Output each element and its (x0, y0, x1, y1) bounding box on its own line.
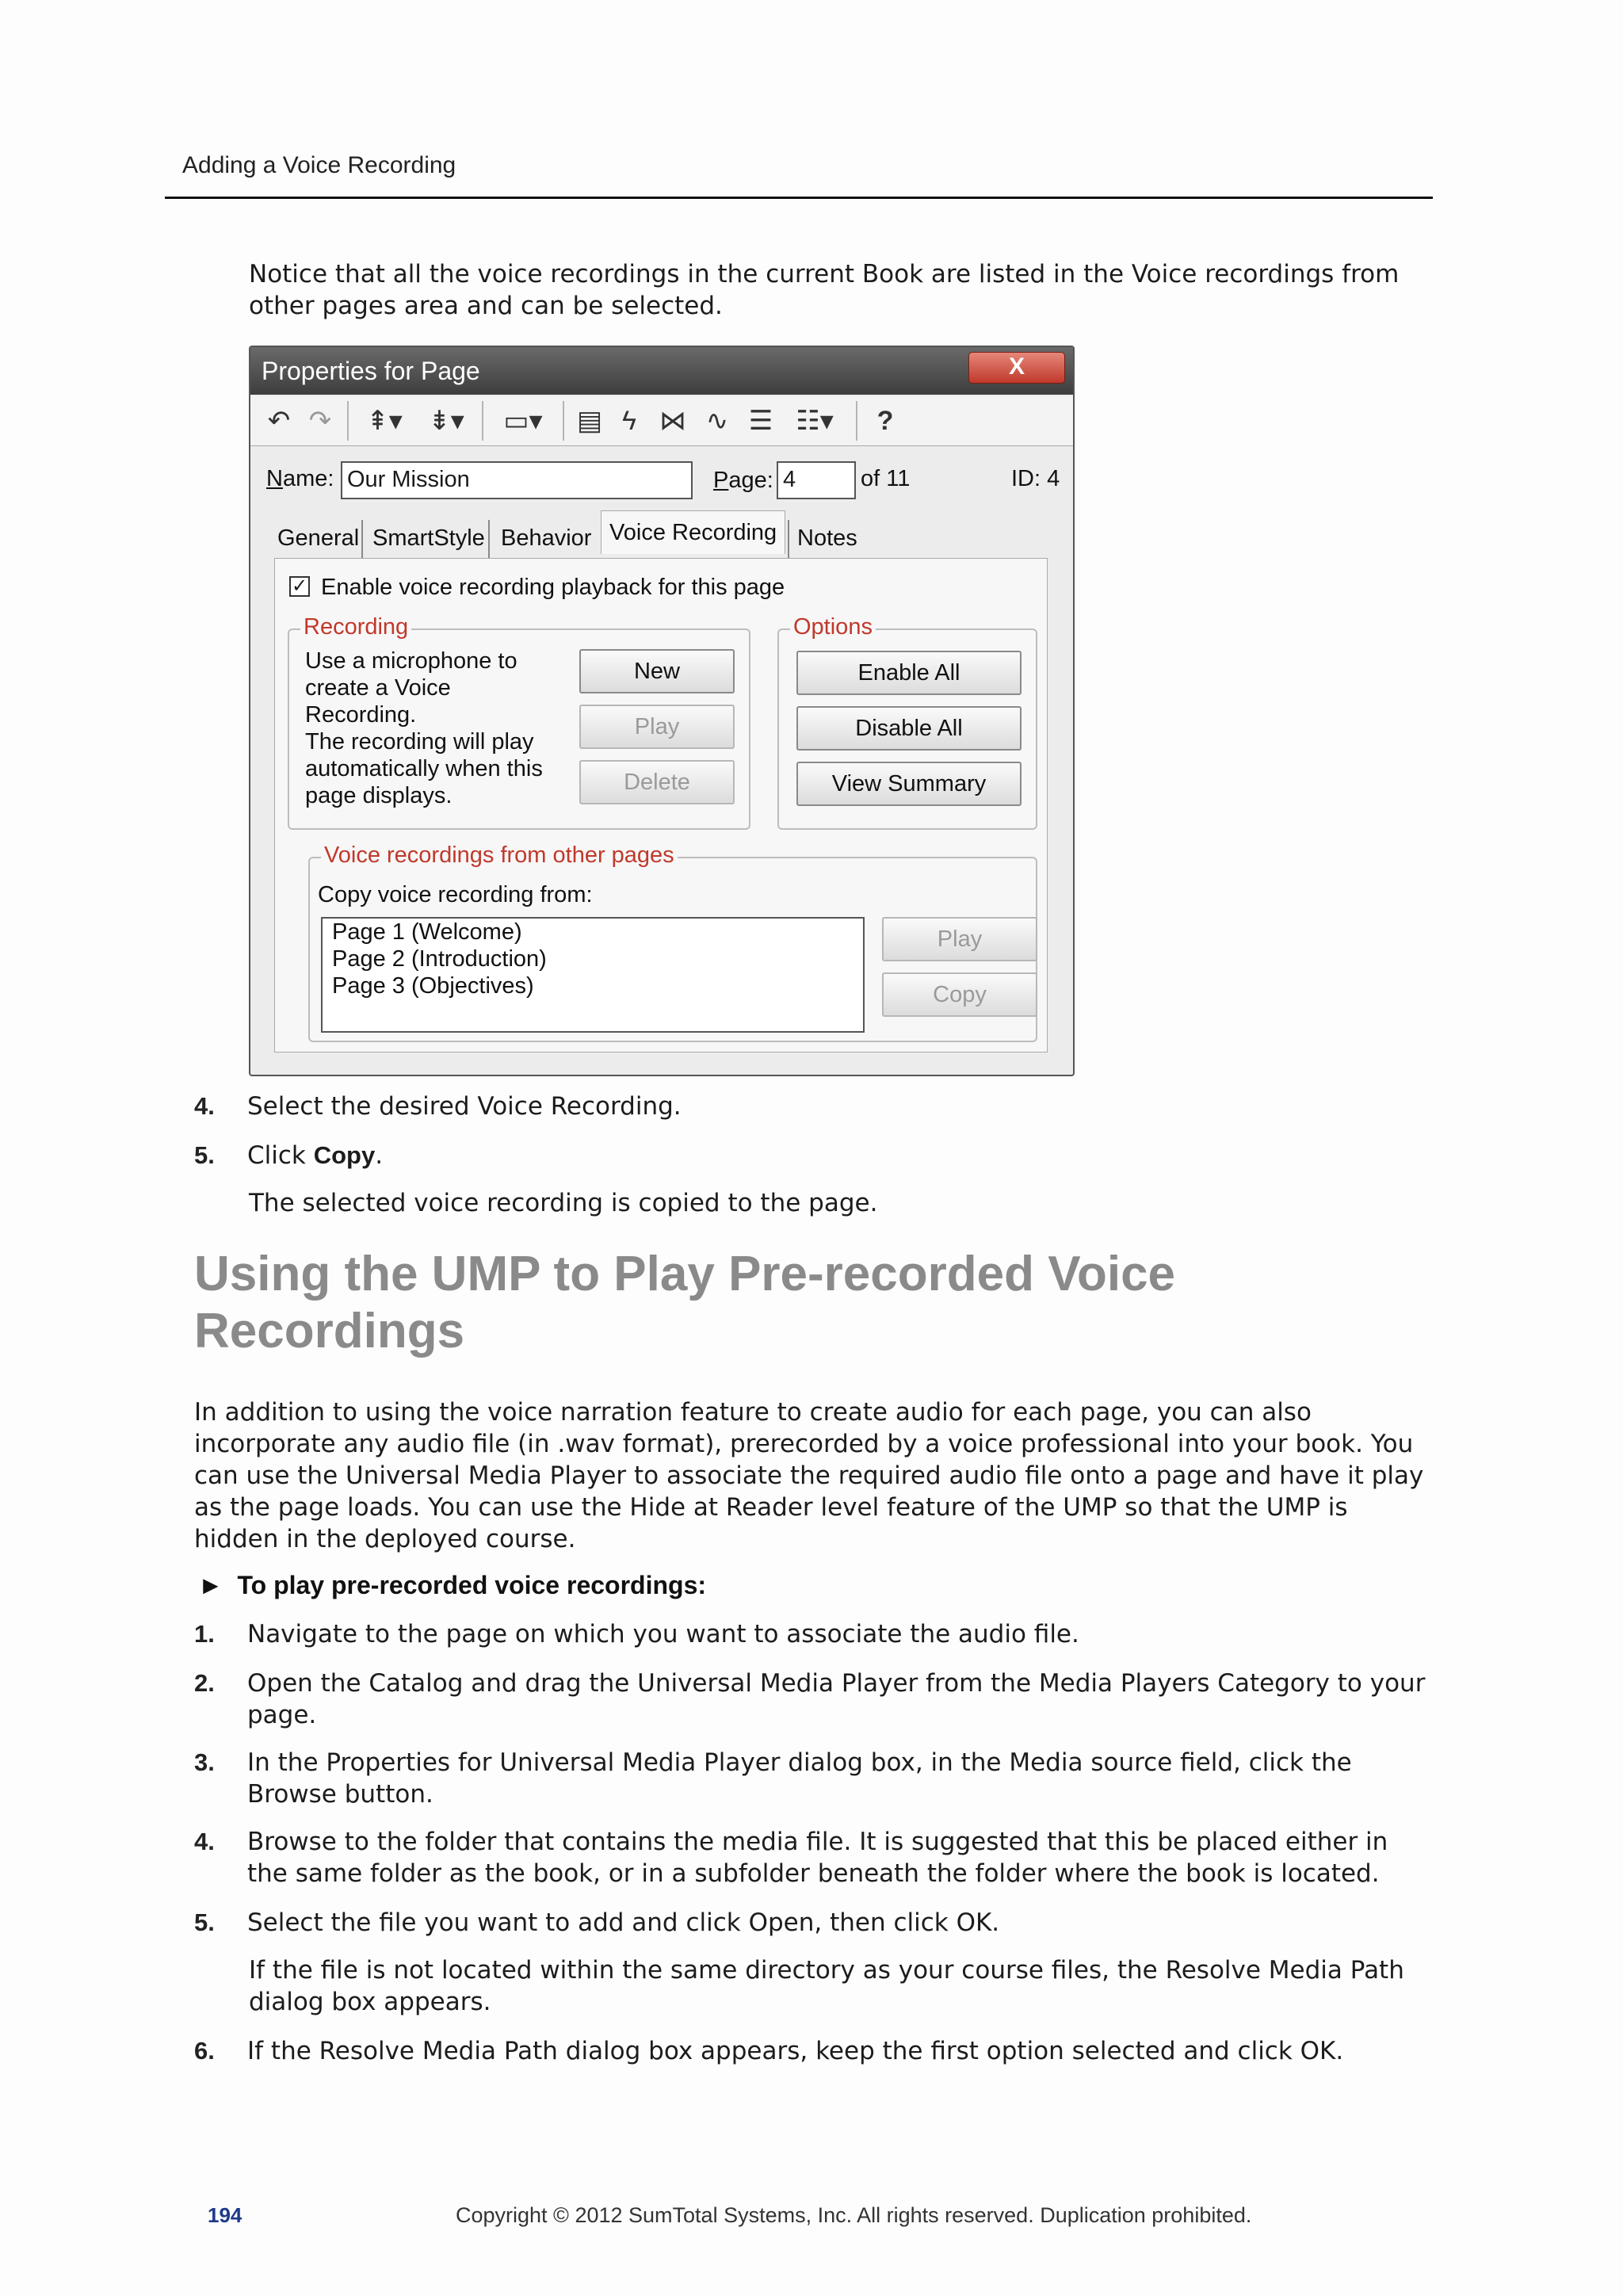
path-icon[interactable]: ∿ (705, 406, 729, 436)
enable-playback-label: Enable voice recording playback for this page (321, 575, 785, 600)
recording-instructions: Use a microphone to create a Voice Recording. (305, 648, 517, 728)
toolbar-separator (347, 401, 349, 441)
page-label: Page: (713, 468, 773, 493)
tab-smartstyle[interactable]: SmartStyle (372, 525, 485, 551)
bring-forward-icon[interactable]: ⇞▾ (366, 406, 403, 436)
tab-divider (488, 520, 490, 558)
tab-divider (361, 520, 363, 558)
step-result: The selected voice recording is copied to the page. (249, 1189, 878, 1217)
step-number: 5. (194, 1908, 215, 1936)
page-count: of 11 (861, 466, 911, 491)
procedure-title: To play pre-recorded voice recordings: (237, 1571, 707, 1599)
step-text-post: . (375, 1141, 384, 1170)
options-group (777, 614, 1037, 830)
recording-group (288, 614, 750, 830)
enable-all-button[interactable]: Enable All (796, 651, 1022, 695)
properties-dialog (249, 346, 1075, 1076)
step-text: Select the desired Voice Recording. (247, 1092, 682, 1121)
undo-icon[interactable]: ↶ (267, 406, 291, 436)
other-pages-group-title: Voice recordings from other pages (321, 842, 678, 869)
running-header: Adding a Voice Recording (182, 152, 456, 178)
copy-button[interactable]: Copy (882, 972, 1037, 1017)
link-icon[interactable]: ⋈ (659, 406, 686, 436)
play-recording-button[interactable]: Play (579, 705, 735, 749)
copy-from-label: Copy voice recording from: (318, 882, 593, 907)
copyright-footer: Copyright © 2012 SumTotal Systems, Inc. All rights reserved. Duplication prohibited. (456, 2203, 1252, 2227)
step-text-bold: Copy (313, 1141, 376, 1169)
section-paragraph: In addition to using the voice narration feature to create audio for each page, you can also incorporate any audio file (in .wav format), prerecorded by a voice professional into your book. You can use the Universal Media Player to associate the required audio file onto a page and have it play as the page loads. You can use the Hide at Reader level feature of the UMP so that the UMP is hidden in the deployed course. (194, 1398, 1424, 1553)
send-backward-icon[interactable]: ⇟▾ (428, 406, 464, 436)
step-number: 3. (194, 1748, 215, 1776)
voice-recording-panel (274, 558, 1048, 1052)
tab-general[interactable]: General (277, 525, 360, 551)
help-icon[interactable]: ? (876, 406, 894, 436)
step-text: If the Resolve Media Path dialog box appears, keep the first option selected and click OK. (247, 2037, 1344, 2065)
options-group-title: Options (790, 614, 876, 640)
procedure-heading (198, 1571, 706, 1600)
intro-paragraph: Notice that all the voice recordings in the current Book are listed in the Voice recordings from other pages area and can be selected. (249, 260, 1400, 320)
name-label: Name: (266, 466, 334, 491)
dialog-title: Properties for Page (262, 357, 480, 385)
ruler-icon[interactable]: ▭▾ (503, 406, 543, 436)
step-text-pre: Click (247, 1141, 314, 1170)
new-recording-button[interactable]: New (579, 649, 735, 693)
page-field[interactable]: 4 (777, 461, 856, 499)
list-dropdown-icon[interactable]: ☷▾ (796, 406, 834, 436)
step-text: Open the Catalog and drag the Universal Media Player from the Media Players Category to your page. (247, 1669, 1426, 1729)
page-number: 194 (208, 2203, 242, 2227)
procedure-arrow-icon: ► (198, 1571, 223, 1599)
close-button[interactable]: X (968, 352, 1065, 384)
section-heading: Using the UMP to Play Pre-recorded Voice Recordings (194, 1247, 1176, 1358)
dialog-toolbar (250, 396, 1073, 446)
view-summary-button[interactable]: View Summary (796, 762, 1022, 806)
list-item[interactable]: Page 2 (Introduction) (332, 946, 547, 972)
toolbar-separator (856, 401, 857, 441)
step-text (247, 1140, 1420, 1171)
step-number: 4. (194, 1092, 215, 1120)
step-number: 4. (194, 1828, 215, 1855)
disable-all-button[interactable]: Disable All (796, 706, 1022, 751)
name-field[interactable]: Our Mission (341, 461, 693, 499)
recording-playback-note: The recording will play automatically when this page displays. (305, 729, 543, 808)
properties-icon[interactable]: ▤ (576, 406, 603, 436)
action-icon[interactable]: ϟ (622, 406, 636, 436)
step-text: Browse to the folder that contains the media file. It is suggested that this be placed either in the same folder as the book, or in a subfolder beneath the folder where the book is located. (247, 1828, 1388, 1888)
step-text: Navigate to the page on which you want to associate the audio file. (247, 1620, 1079, 1648)
tab-notes[interactable]: Notes (797, 525, 857, 551)
page-id: ID: 4 (1011, 466, 1060, 491)
dialog-titlebar (250, 347, 1073, 395)
enable-playback-checkbox[interactable]: ✓ (289, 576, 310, 597)
step-number: 1. (194, 1620, 215, 1648)
step-number: 5. (194, 1141, 215, 1169)
list-item[interactable]: Page 1 (Welcome) (332, 919, 522, 945)
other-pages-listbox[interactable] (321, 917, 865, 1033)
step-number: 6. (194, 2037, 215, 2065)
toolbar-separator (563, 401, 564, 441)
play-other-button[interactable]: Play (882, 917, 1037, 961)
tab-behavior[interactable]: Behavior (501, 525, 592, 551)
step-text: Select the file you want to add and click Open, then click OK. (247, 1908, 1000, 1937)
step-note: If the file is not located within the same directory as your course files, the Resolve Media Path dialog box appears. (249, 1956, 1404, 2016)
delete-recording-button[interactable]: Delete (579, 760, 735, 804)
step-text: In the Properties for Universal Media Player dialog box, in the Media source field, click the Browse button. (247, 1748, 1352, 1809)
header-divider (165, 197, 1433, 199)
list-icon[interactable]: ☰ (748, 406, 773, 436)
step-number: 2. (194, 1669, 215, 1697)
other-pages-group (308, 842, 1037, 1042)
list-item[interactable]: Page 3 (Objectives) (332, 973, 534, 999)
recording-group-title: Recording (300, 614, 411, 640)
redo-icon[interactable]: ↷ (308, 406, 332, 436)
tab-voice-recording[interactable]: Voice Recording (601, 510, 785, 554)
toolbar-separator (482, 401, 483, 441)
